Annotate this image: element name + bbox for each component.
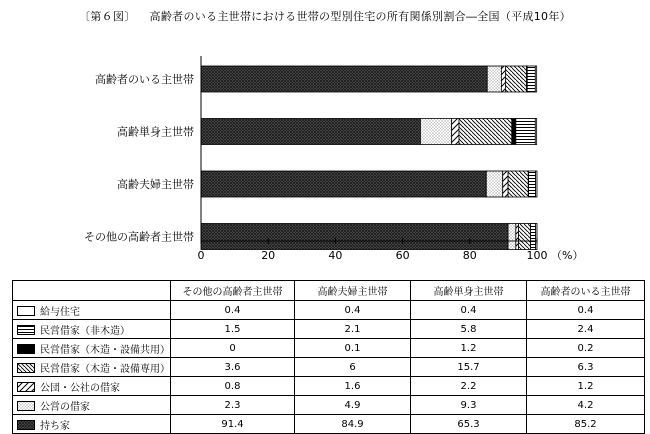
table-cell: 6	[295, 358, 411, 377]
bar-segment	[536, 224, 537, 250]
x-tick-label: 0	[198, 249, 205, 262]
figure-title: 高齢者のいる主世帯における世帯の型別住宅の所有関係別割合―全国（平成10年）	[150, 10, 571, 23]
table-cell: 0.4	[527, 301, 645, 320]
table-cell: 2.3	[171, 396, 295, 415]
table-cell: 91.4	[171, 415, 295, 434]
legend-swatch	[17, 363, 35, 373]
table-cell: 84.9	[295, 415, 411, 434]
table-cell: 1.2	[527, 377, 645, 396]
bar-segment	[535, 119, 536, 145]
bar-segment	[452, 119, 459, 145]
bar-segment	[201, 224, 508, 250]
table-row	[13, 301, 645, 320]
bar-segment	[535, 66, 536, 92]
column-header: 高齢単身主世帯	[411, 281, 527, 301]
table-cell: 0.4	[411, 301, 527, 320]
row-label: 持ち家	[40, 421, 70, 432]
bar-segment	[486, 171, 502, 197]
bar-segment	[512, 119, 516, 145]
table-row	[13, 415, 645, 434]
bar-segment	[508, 224, 516, 250]
legend-cell	[13, 377, 171, 396]
x-tick-label: 20	[261, 249, 275, 262]
column-header: その他の高齢者主世帯	[171, 281, 295, 301]
bar-segment	[201, 66, 487, 92]
legend-swatch	[17, 344, 35, 354]
table-corner	[13, 281, 171, 301]
table-row	[13, 377, 645, 396]
table-cell: 4.9	[295, 396, 411, 415]
x-unit-label: （%）	[551, 249, 583, 262]
row-label: 公営の借家	[40, 402, 90, 413]
table-cell: 3.6	[171, 358, 295, 377]
bar-segment	[536, 171, 537, 197]
column-header: 高齢夫婦主世帯	[295, 281, 411, 301]
table-header-row	[13, 281, 645, 301]
data-table	[12, 280, 645, 434]
bar-segment	[503, 171, 508, 197]
legend-swatch	[17, 382, 35, 392]
bar-segment	[527, 66, 535, 92]
table-cell: 85.2	[527, 415, 645, 434]
legend-swatch	[17, 325, 35, 335]
x-tick-label: 60	[396, 249, 410, 262]
table-row	[13, 320, 645, 339]
table-cell: 65.3	[411, 415, 527, 434]
bar-segment	[501, 66, 505, 92]
bar-segment	[508, 171, 528, 197]
legend-cell	[13, 301, 171, 320]
table-cell: 1.5	[171, 320, 295, 339]
table-row	[13, 396, 645, 415]
table-cell: 0	[171, 339, 295, 358]
category-label: 高齢単身主世帯	[117, 125, 194, 139]
row-label: 民営借家（木造・設備共用）	[40, 345, 170, 356]
x-tick-label: 40	[328, 249, 342, 262]
legend-swatch	[17, 401, 35, 411]
table-cell: 2.2	[411, 377, 527, 396]
legend-swatch	[17, 420, 35, 430]
bar-segment	[420, 119, 451, 145]
bar-segment	[487, 66, 501, 92]
table-row	[13, 358, 645, 377]
x-tick-label: 80	[463, 249, 477, 262]
table-cell: 5.8	[411, 320, 527, 339]
bar-segment	[529, 171, 536, 197]
column-header: 高齢者のいる主世帯	[527, 281, 645, 301]
table-body	[13, 301, 645, 434]
category-label: 高齢者のいる主世帯	[95, 72, 194, 86]
table-cell: 1.2	[411, 339, 527, 358]
table-cell: 0.4	[171, 301, 295, 320]
bar-segment	[459, 119, 512, 145]
table-cell: 0.4	[295, 301, 411, 320]
legend-cell	[13, 339, 171, 358]
bar-segment	[201, 119, 420, 145]
table-cell: 0.2	[527, 339, 645, 358]
table-cell: 4.2	[527, 396, 645, 415]
table-cell: 6.3	[527, 358, 645, 377]
bar-segment	[201, 171, 486, 197]
legend-cell	[13, 320, 171, 339]
bar-segment	[505, 66, 526, 92]
table-cell: 2.4	[527, 320, 645, 339]
row-label: 民営借家（木造・設備専用）	[40, 364, 170, 375]
figure-number: 〔第６図〕	[79, 10, 136, 23]
table-cell: 15.7	[411, 358, 527, 377]
bar-segment	[516, 119, 535, 145]
row-label: 公団・公社の借家	[40, 383, 120, 394]
row-label: 民営借家（非木造）	[40, 326, 130, 337]
legend-cell	[13, 358, 171, 377]
bar-segment	[519, 224, 531, 250]
legend-swatch	[17, 306, 35, 316]
category-labels	[84, 72, 194, 244]
legend-cell	[13, 415, 171, 434]
table-cell: 0.8	[171, 377, 295, 396]
legend-cell	[13, 396, 171, 415]
table-cell: 1.6	[295, 377, 411, 396]
table-cell: 9.3	[411, 396, 527, 415]
bars-group	[201, 66, 537, 250]
category-label: 高齢夫婦主世帯	[117, 177, 194, 191]
bar-segment	[516, 224, 519, 250]
table-cell: 0.1	[295, 339, 411, 358]
row-label: 給与住宅	[40, 307, 80, 318]
category-label: その他の高齢者主世帯	[84, 230, 194, 244]
x-tick-label: 100	[527, 249, 548, 262]
bar-segment	[531, 224, 536, 250]
table-row	[13, 339, 645, 358]
table-cell: 2.1	[295, 320, 411, 339]
